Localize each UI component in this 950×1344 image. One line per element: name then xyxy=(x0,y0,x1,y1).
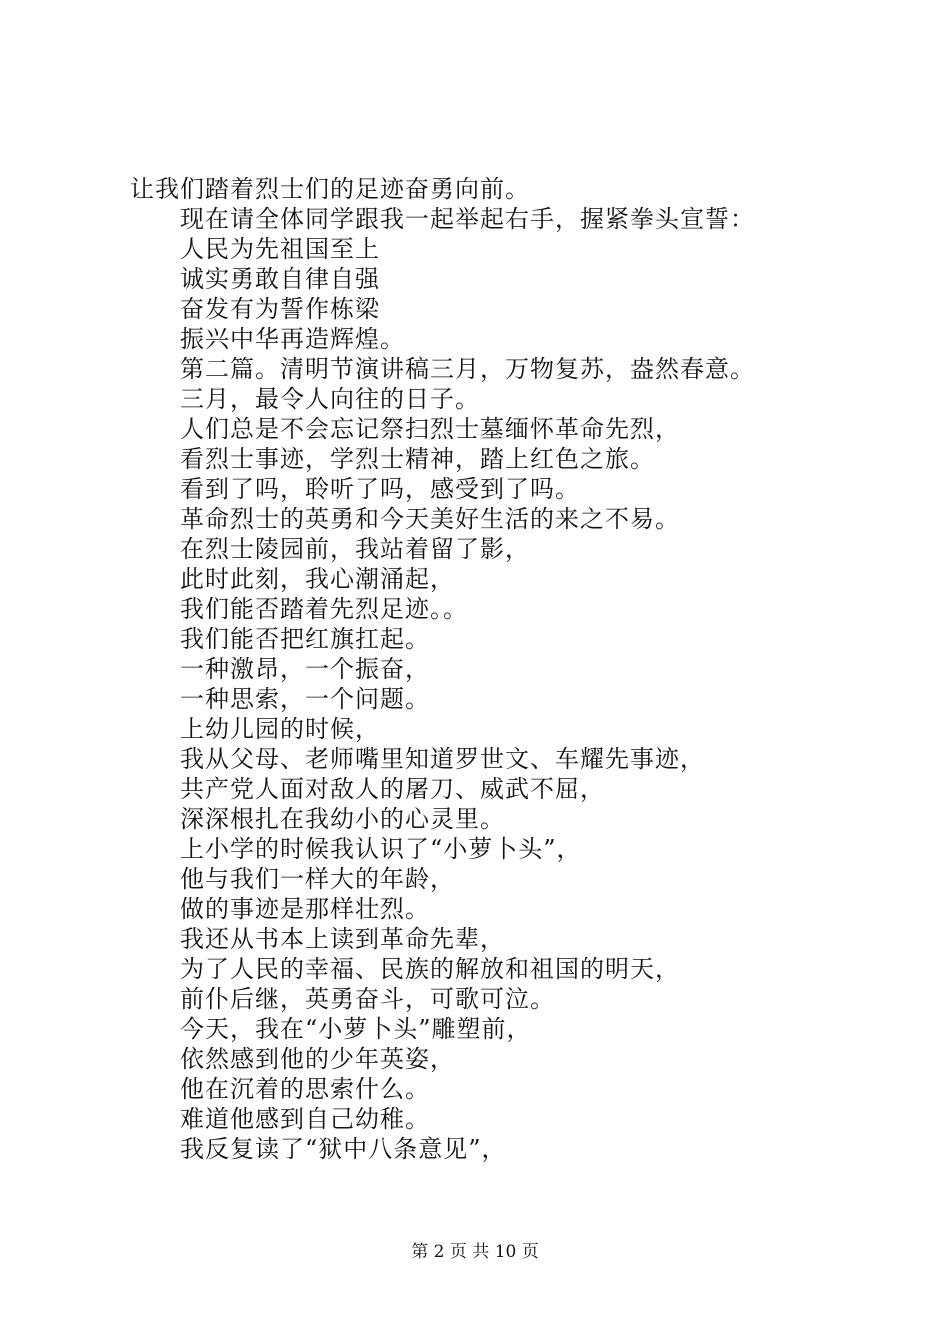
text-line: 我们能否踏着先烈足迹。。 xyxy=(180,595,468,623)
text-line: 诚实勇敢自律自强 xyxy=(180,265,380,293)
text-line: 深深根扎在我幼小的心灵里。 xyxy=(180,805,505,833)
text-line: 他与我们一样大的年龄， xyxy=(180,865,455,893)
page-number-footer: 第 2 页 共 10 页 xyxy=(411,1242,539,1262)
text-line: 一种思索，一个问题。 xyxy=(180,685,430,713)
text-line: 为了人民的幸福、民族的解放和祖国的明天， xyxy=(180,955,680,983)
text-line: 在烈士陵园前，我站着留了影， xyxy=(180,535,530,563)
text-line: 难道他感到自己幼稚。 xyxy=(180,1105,430,1133)
document-body xyxy=(130,174,850,1164)
text-line: 前仆后继，英勇奋斗，可歌可泣。 xyxy=(180,985,555,1013)
text-line: 上小学的时候我认识了“小萝卜头”， xyxy=(180,835,582,863)
text-line: 上幼儿园的时候， xyxy=(180,715,380,743)
text-line: 依然感到他的少年英姿， xyxy=(180,1045,455,1073)
text-line: 我从父母、老师嘴里知道罗世文、车耀先事迹， xyxy=(180,745,705,773)
text-line: 让我们踏着烈士们的足迹奋勇向前。 xyxy=(130,175,530,203)
text-line: 第二篇。清明节演讲稿三月，万物复苏，盎然春意。 xyxy=(180,355,755,383)
text-line: 共产党人面对敌人的屠刀、威武不屈， xyxy=(180,775,605,803)
text-line: 此时此刻，我心潮涌起， xyxy=(180,565,455,593)
text-line: 现在请全体同学跟我一起举起右手，握紧拳头宣誓： xyxy=(180,205,755,233)
text-line: 看到了吗，聆听了吗，感受到了吗。 xyxy=(180,475,580,503)
text-line: 三月，最令人向往的日子。 xyxy=(180,385,480,413)
text-line: 我反复读了“狱中八条意见”， xyxy=(180,1135,507,1163)
text-line: 做的事迹是那样壮烈。 xyxy=(180,895,430,923)
text-line: 看烈士事迹，学烈士精神，踏上红色之旅。 xyxy=(180,445,655,473)
text-line: 奋发有为誓作栋梁 xyxy=(180,295,380,323)
text-line: 人民为先祖国至上 xyxy=(180,235,380,263)
text-line: 我们能否把红旗扛起。 xyxy=(180,625,430,653)
text-line: 我还从书本上读到革命先辈， xyxy=(180,925,505,953)
text-line: 今天，我在“小萝卜头”雕塑前， xyxy=(180,1015,532,1043)
text-line: 振兴中华再造辉煌。 xyxy=(180,325,405,353)
text-line: 一种激昂，一个振奋， xyxy=(180,655,430,683)
text-line: 他在沉着的思索什么。 xyxy=(180,1075,430,1103)
text-line: 革命烈士的英勇和今天美好生活的来之不易。 xyxy=(180,505,680,533)
text-line: 人们总是不会忘记祭扫烈士墓缅怀革命先烈， xyxy=(180,415,680,443)
